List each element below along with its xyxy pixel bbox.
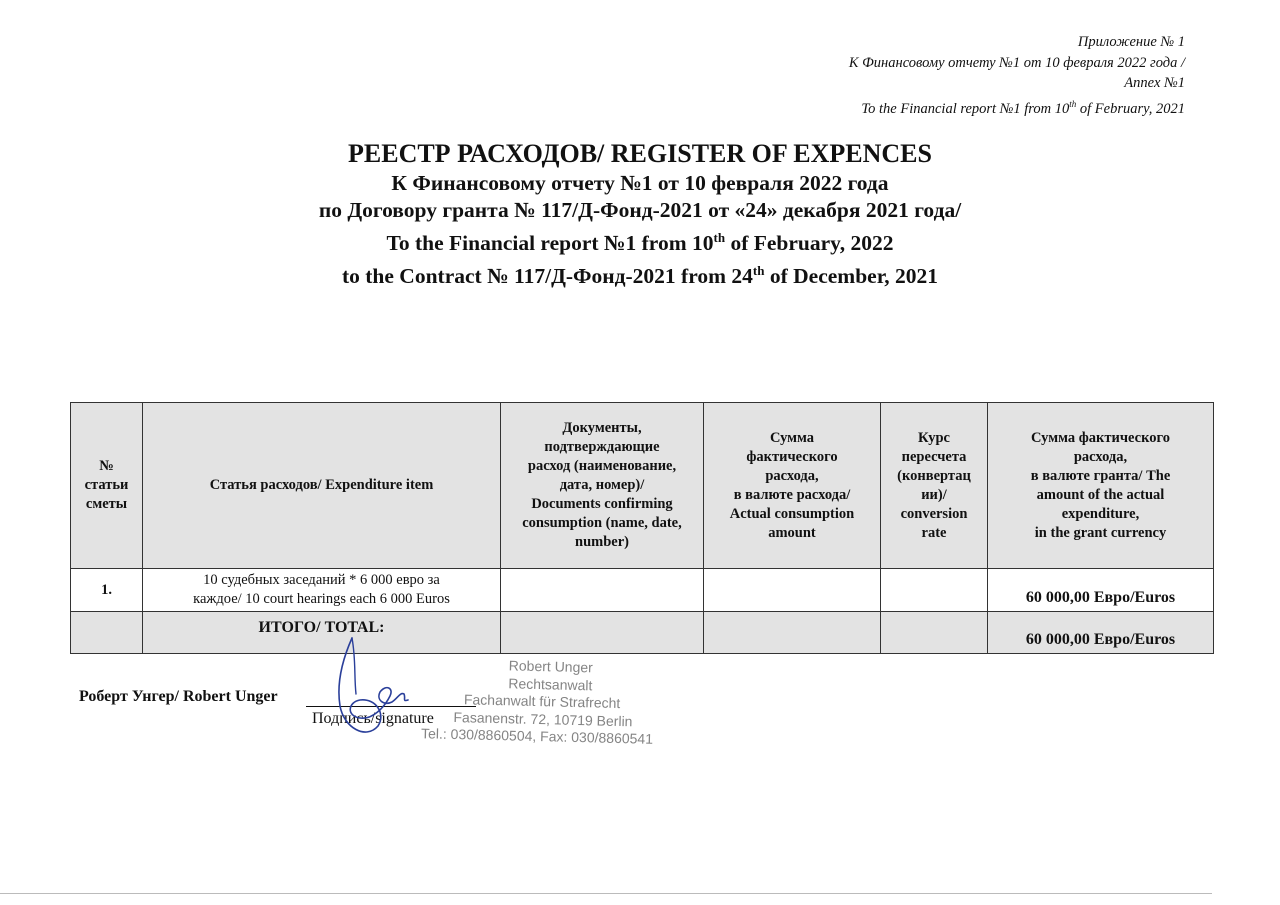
header-expenditure-item: Статья расходов/ Expenditure item xyxy=(143,403,501,569)
title-main: РЕЕСТР РАСХОДОВ/ REGISTER OF EXPENCES xyxy=(348,139,932,168)
annex-line-4: To the Financial report №1 from 10th of February, 2021 xyxy=(861,98,1185,117)
total-empty-cell xyxy=(704,612,881,654)
stamp-line-1: Robert Unger xyxy=(508,657,594,676)
document-title xyxy=(0,138,1280,290)
row-grant-amount: 60 000,00 Евро/Euros xyxy=(988,569,1214,612)
stamp-line-3: Fachanwalt für Strafrecht xyxy=(463,691,621,712)
header-documents: Документы, подтверждающие расход (наименование, дата, номер)/ Documents confirming consumption (name, date, number) xyxy=(501,403,704,569)
header-actual-amount: Сумма фактического расхода, в валюте расхода/ Actual consumption amount xyxy=(704,403,881,569)
annex-reference xyxy=(585,32,1185,119)
header-grant-currency-amount: Сумма фактического расхода, в валюте гранта/ The amount of the actual expenditure, in the grant currency xyxy=(988,403,1214,569)
total-row xyxy=(71,612,1214,654)
stamp-line-2: Rechtsanwalt xyxy=(508,674,593,693)
stamp-line-4: Fasanenstr. 72, 10719 Berlin xyxy=(453,708,633,729)
total-label: ИТОГО/ TOTAL: xyxy=(143,612,501,654)
annex-line-2: К Финансовому отчету №1 от 10 февраля 2022 года / xyxy=(848,54,1185,71)
title-sub-2: по Договору гранта № 117/Д-Фонд-2021 от «24» декабря 2021 года/ xyxy=(318,198,962,222)
total-empty-cell xyxy=(501,612,704,654)
total-empty-cell xyxy=(881,612,988,654)
header-item-number: № статьи сметы xyxy=(71,403,143,569)
stamp-line-5: Tel.: 030/8860504, Fax: 030/8860541 xyxy=(420,725,654,747)
table-row xyxy=(71,569,1214,612)
page-edge-divider xyxy=(0,893,1212,894)
lawyer-stamp xyxy=(420,656,655,748)
header-conversion-rate: Курс пересчета (конвертац ии)/ conversion rate xyxy=(881,403,988,569)
signature-caption: Подпись/signature xyxy=(312,710,434,727)
expense-register-table xyxy=(70,402,1214,654)
total-empty-cell xyxy=(71,612,143,654)
title-sub-4: to the Contract № 117/Д-Фонд-2021 from 24th of December, 2021 xyxy=(341,263,939,289)
annex-line-3: Annex №1 xyxy=(1124,75,1185,91)
annex-line-1: Приложение № 1 xyxy=(1077,34,1185,50)
row-conversion-rate xyxy=(881,569,988,612)
row-expenditure-item: 10 судебных заседаний * 6 000 евро за каждое/ 10 court hearings each 6 000 Euros xyxy=(143,569,501,612)
row-actual-amount xyxy=(704,569,881,612)
title-sub-1: К Финансовому отчету №1 от 10 февраля 2022 года xyxy=(391,171,889,195)
handwritten-signature xyxy=(326,636,416,746)
title-sub-3: To the Financial report №1 from 10th of February, 2022 xyxy=(386,230,894,256)
table-header-row xyxy=(71,403,1214,569)
signatory-name: Роберт Унгер/ Robert Unger xyxy=(79,688,278,705)
total-grant-amount: 60 000,00 Евро/Euros xyxy=(988,612,1214,654)
row-number: 1. xyxy=(71,569,143,612)
row-documents xyxy=(501,569,704,612)
